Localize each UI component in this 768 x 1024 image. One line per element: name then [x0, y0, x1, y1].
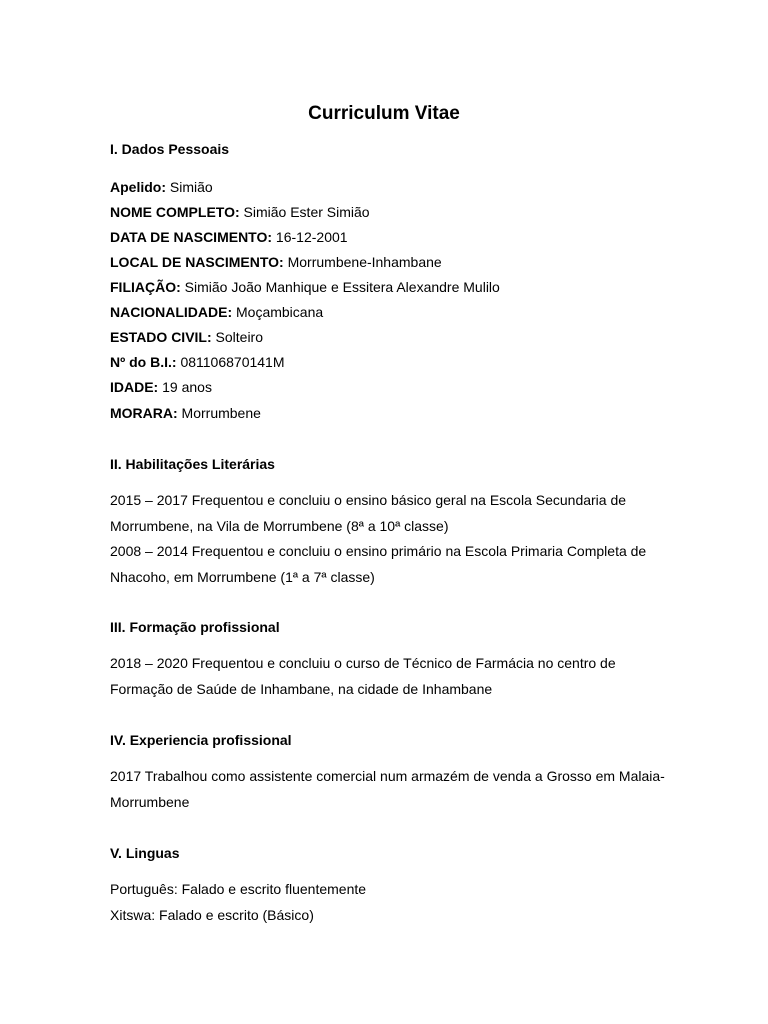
field-label: FILIAÇÃO: — [110, 279, 181, 295]
section-heading-habilitacoes: II. Habilitações Literárias — [110, 456, 275, 472]
field-label: ESTADO CIVIL: — [110, 329, 212, 345]
training-paragraph: 2018 – 2020 Frequentou e concluiu o curso de Técnico de Farmácia no centro de Formação de Saúde de Inhambane, na cidade de Inhambane — [110, 655, 616, 697]
field-label: IDADE: — [110, 379, 159, 395]
field-nacionalidade — [110, 302, 323, 322]
experience-paragraph: 2017 Trabalhou como assistente comercial num armazém de venda a Grosso em Malaia-Morrumbene — [110, 768, 665, 810]
field-filiacao — [110, 277, 500, 297]
field-value: Morrumbene-Inhambane — [283, 254, 442, 270]
field-estado-civil — [110, 327, 263, 347]
field-label: Apelido: — [110, 179, 166, 195]
section-heading-linguas: V. Linguas — [110, 845, 180, 861]
language-portugues: Português: Falado e escrito fluentemente — [110, 881, 367, 897]
field-idade — [110, 377, 212, 397]
field-local-nascimento — [110, 252, 442, 272]
education-paragraph-secundaria: 2015 – 2017 Frequentou e concluiu o ensino básico geral na Escola Secundaria de Morrumbene, na Vila de Morrumbene (8ª a 10ª classe) — [110, 492, 627, 534]
field-label: Nº do B.I.: — [110, 354, 177, 370]
document-title: Curriculum Vitae — [308, 103, 460, 124]
language-xitswa: Xitswa: Falado e escrito (Básico) — [110, 907, 314, 923]
field-label: LOCAL DE NASCIMENTO: — [110, 254, 284, 270]
field-label: NOME COMPLETO: — [110, 204, 240, 220]
section-heading-dados-pessoais: I. Dados Pessoais — [110, 141, 230, 157]
section-heading-formacao: III. Formação profissional — [110, 619, 280, 635]
field-value: Simião Ester Simião — [239, 204, 370, 220]
field-value: Simião João Manhique e Essitera Alexandre Mulilo — [180, 279, 500, 295]
field-value: Simião — [166, 179, 213, 195]
section-heading-experiencia: IV. Experiencia profissional — [110, 732, 292, 748]
education-paragraph-primaria: 2008 – 2014 Frequentou e concluiu o ensino primário na Escola Primaria Completa de Nhacoho, em Morrumbene (1ª a 7ª classe) — [110, 543, 647, 585]
field-value: Moçambicana — [232, 304, 324, 320]
field-apelido — [110, 177, 213, 197]
field-value: 081106870141M — [176, 354, 285, 370]
field-value: 16-12-2001 — [272, 229, 348, 245]
field-numero-bi — [110, 352, 285, 372]
field-label: NACIONALIDADE: — [110, 304, 233, 320]
field-morara — [110, 403, 261, 423]
field-value: 19 anos — [158, 379, 212, 395]
field-label: DATA DE NASCIMENTO: — [110, 229, 273, 245]
field-data-nascimento — [110, 227, 348, 247]
field-nome-completo — [110, 202, 370, 222]
field-label: MORARA: — [110, 405, 178, 421]
field-value: Morrumbene — [177, 405, 261, 421]
field-value: Solteiro — [211, 329, 263, 345]
